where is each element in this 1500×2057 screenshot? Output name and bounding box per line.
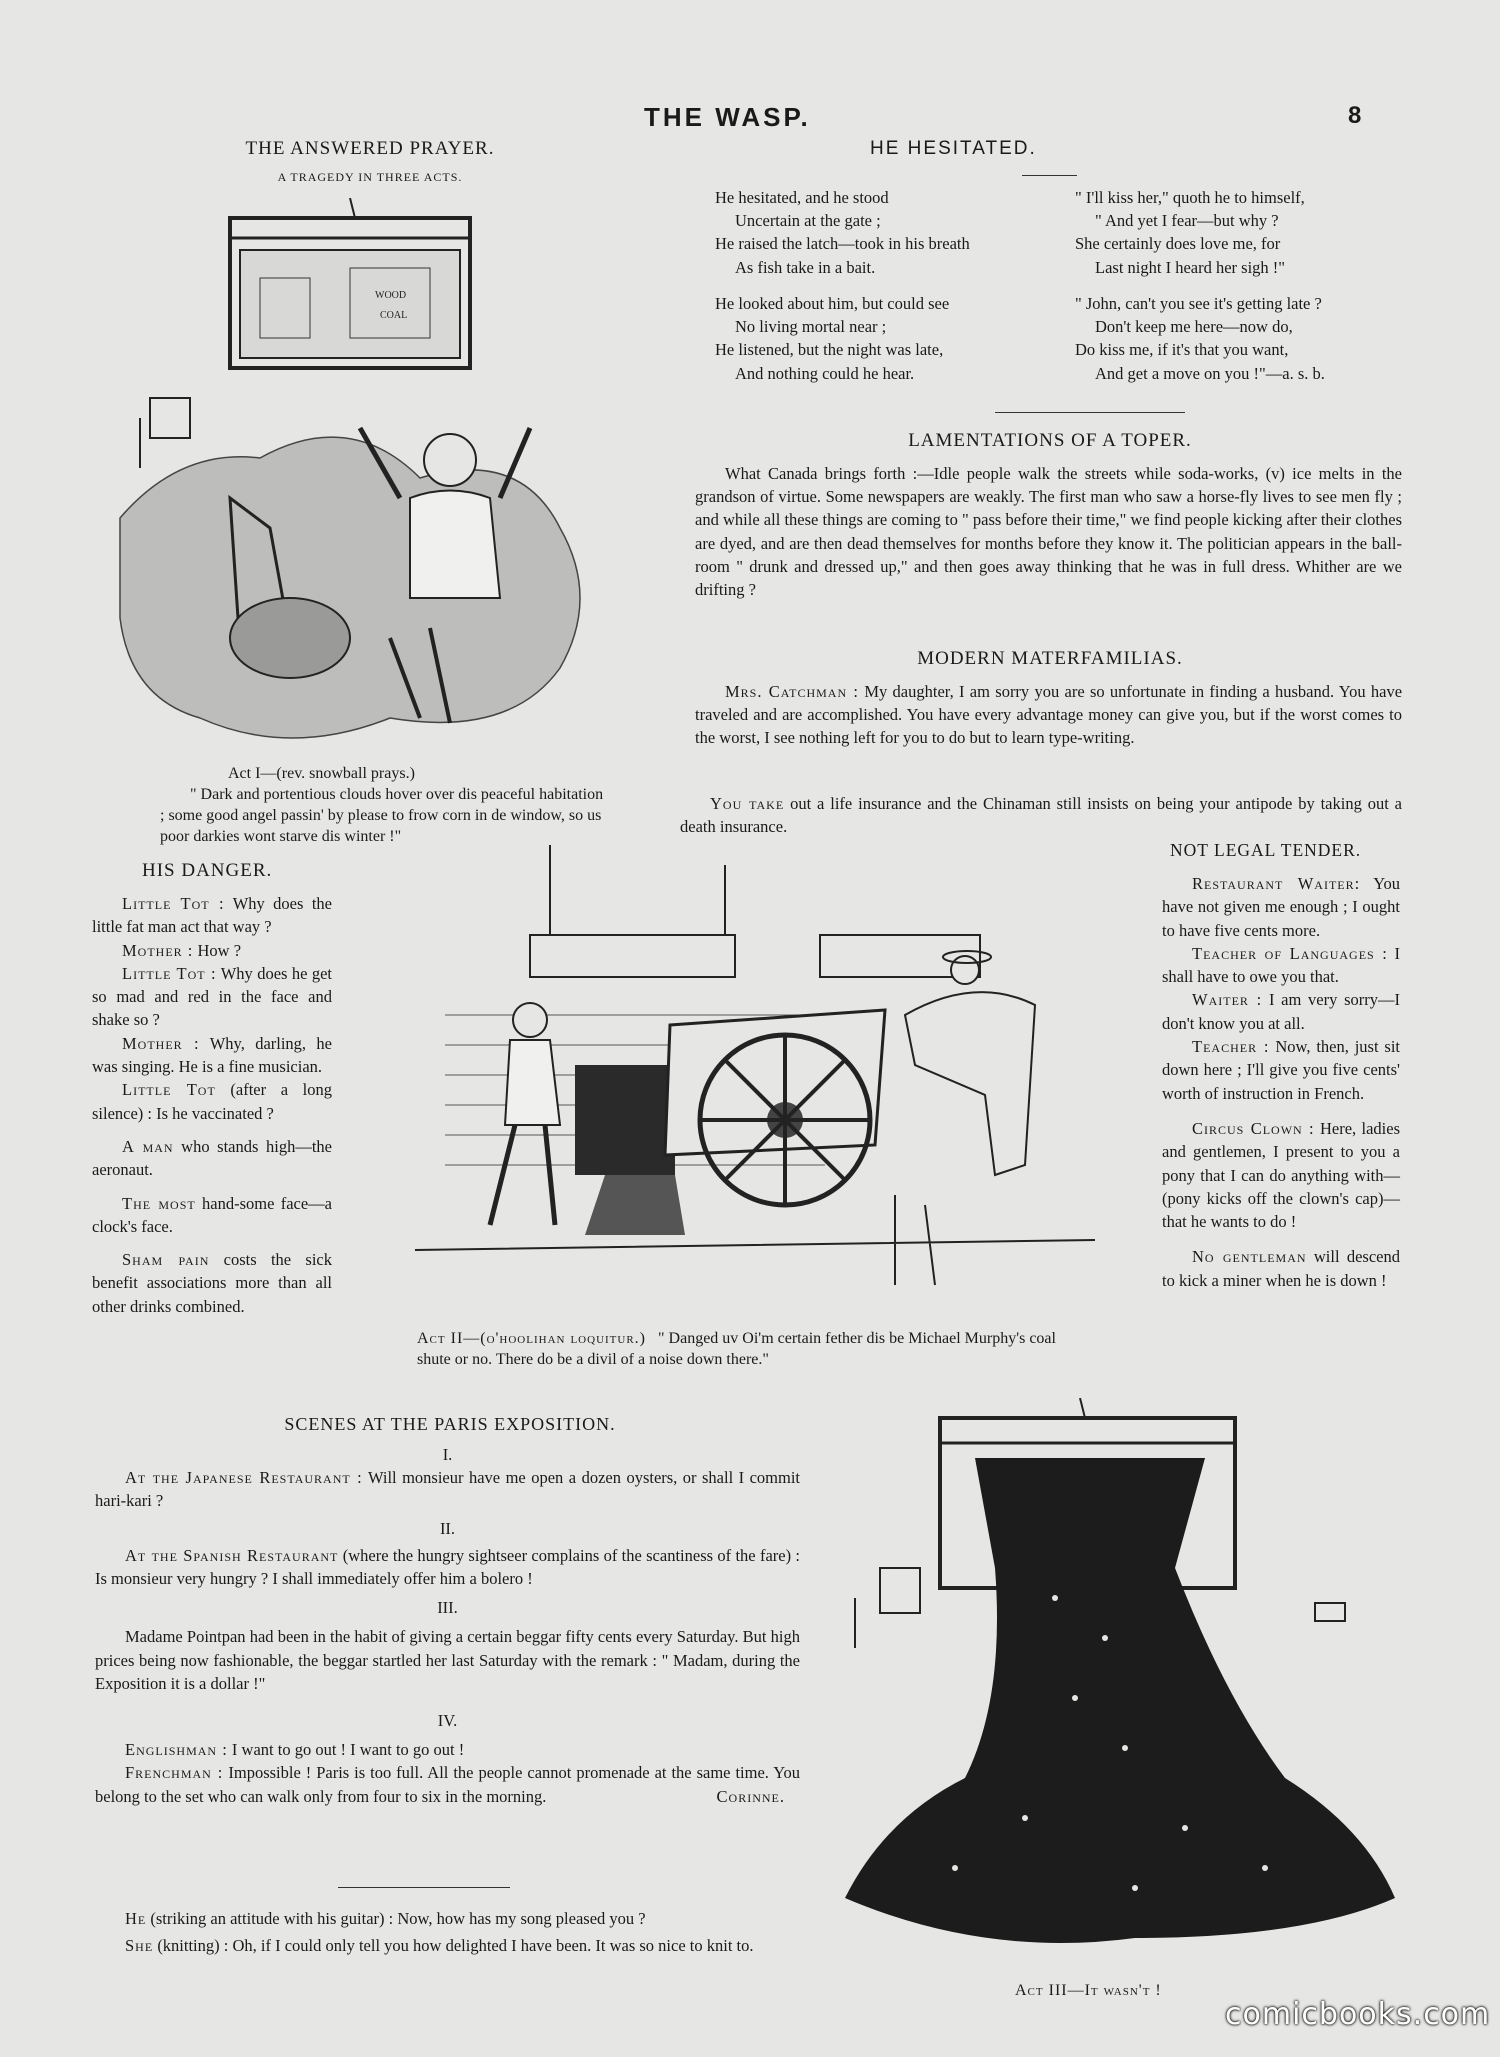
- verse-line: As fish take in a bait.: [735, 257, 876, 277]
- svg-text:COAL: COAL: [380, 310, 408, 321]
- act3-illustration: [805, 1398, 1405, 1978]
- speaker: Circus Clown :: [1192, 1118, 1315, 1138]
- dialogue-text: I want to go out ! I want to go out !: [231, 1740, 465, 1760]
- dialogue-text: Why does the little fat man act that way ?: [92, 894, 332, 937]
- verse-line: He raised the latch—took in his breath: [715, 234, 970, 254]
- joke-text: costs the sick benefit associations more than all other drinks combined.: [92, 1250, 332, 1316]
- speaker: Waiter :: [1192, 990, 1263, 1010]
- speaker: She: [125, 1936, 154, 1956]
- speaker: Englishman :: [125, 1740, 228, 1760]
- act3-caption: [1015, 1980, 1162, 2001]
- lead-word: A man: [122, 1136, 174, 1156]
- title-rule: [1022, 175, 1077, 176]
- dialogue-text: Now, then, just sit down here ; I'll give you five cents' worth of instruction in French.: [1162, 1037, 1400, 1103]
- verse-line: " And yet I fear—but why ?: [1095, 211, 1279, 231]
- act2-illustration: [355, 845, 1125, 1310]
- scene-number: III.: [437, 1598, 458, 1618]
- scene-text: Will monsieur have me open a dozen oysters, or shall I commit hari-kari ?: [95, 1468, 801, 1511]
- lead-word: The most: [122, 1193, 196, 1213]
- lead-word: You take: [710, 794, 785, 813]
- dialogue-text: You have not given me enough ; I ought to have five cents more.: [1162, 874, 1400, 940]
- speaker: Mother :: [122, 940, 194, 960]
- materfamilias-body: [695, 680, 1402, 750]
- act2-label: Act II—(o'hoolihan loquitur.): [417, 1330, 647, 1347]
- act1-illustration: [90, 198, 610, 763]
- speaker: Teacher :: [1192, 1037, 1270, 1057]
- his-danger-dialogue: [92, 892, 332, 1318]
- speaker: He: [125, 1909, 147, 1928]
- speaker: Little Tot :: [122, 894, 225, 913]
- section-rule: [995, 412, 1185, 413]
- his-danger-title: HIS DANGER.: [142, 860, 273, 881]
- lead-word: At the Japanese Restaurant :: [125, 1468, 363, 1488]
- scene-text: (where the hungry sightseer complains of the scantiness of the fare) : Is monsieur very hungry ? I shall immediately offer him a bolero !: [95, 1545, 800, 1589]
- verse-line: And nothing could he hear.: [735, 363, 915, 383]
- lead-word: No gentleman: [1192, 1247, 1307, 1267]
- dialogue-text: Here, ladies and gentlemen, I present to you a pony that I can do anything with—(pony kicks off the clown's cap)—that he wants to do !: [1162, 1118, 1401, 1232]
- act2-quote: " Danged uv Oi'm certain fether dis be Michael Murphy's coal shute or no. There do be a divil of a noise down there.": [417, 1330, 1056, 1368]
- verse-line: He looked about him, but could see: [715, 294, 950, 313]
- guitar-joke: [95, 1907, 800, 1957]
- page-number: 8: [1348, 102, 1365, 129]
- verse-line: Uncertain at the gate ;: [735, 211, 881, 231]
- answered-prayer-subtitle: A TRAGEDY IN THREE ACTS.: [277, 170, 463, 184]
- lead-word: Sham pain: [122, 1250, 210, 1270]
- verse-line: " John, can't you see it's getting late ?: [1075, 294, 1322, 313]
- not-legal-tender-title: NOT LEGAL TENDER.: [1170, 840, 1362, 860]
- speaker: Restaurant Waiter:: [1192, 874, 1361, 893]
- verse-line: Last night I heard her sigh !": [1095, 257, 1286, 277]
- hesitated-left-stanza1: [715, 186, 970, 279]
- act2-caption: [417, 1328, 1087, 1370]
- dialogue-text: (striking an attitude with his guitar) : Now, how has my song pleased you ?: [150, 1909, 646, 1928]
- paris-body: [95, 1443, 800, 1808]
- verse-line: Don't keep me here—now do,: [1095, 317, 1293, 337]
- speaker: Little Tot: [122, 1080, 216, 1100]
- he-hesitated-title: HE HESITATED.: [870, 138, 1037, 159]
- watermark: comicbooks.com: [1225, 1997, 1491, 2032]
- verse-line: She certainly does love me, for: [1075, 234, 1281, 254]
- scene-text: Madame Pointpan had been in the habit of giving a certain beggar fifty cents every Saturday. But high prices being now fashionable, the beggar startled her last Saturday with the remark : " Madam, during the Exposition it is a dollar !": [95, 1627, 800, 1693]
- svg-text:WOOD: WOOD: [375, 290, 407, 301]
- dialogue-text: Why, darling, he was singing. He is a fine musician.: [92, 1033, 332, 1077]
- hesitated-right-stanza2: [1075, 292, 1325, 385]
- verse-line: He listened, but the night was late,: [715, 340, 944, 360]
- masthead-title: THE WASP.: [644, 102, 811, 132]
- verse-line: Do kiss me, if it's that you want,: [1075, 340, 1289, 360]
- dialogue-text: I shall have to owe you that.: [1162, 943, 1400, 987]
- verse-line: He hesitated, and he stood: [715, 188, 889, 207]
- signature: Corinne.: [716, 1786, 785, 1806]
- act1-quote: " Dark and portentious clouds hover over dis peaceful habitation ; some good angel passin' by please to frow corn in de window, so us poor darkies wont starve dis winter !": [160, 786, 604, 845]
- joke-text: will descend to kick a miner when he is down !: [1162, 1247, 1400, 1290]
- scene-number: I.: [442, 1445, 453, 1464]
- speaker: Teacher of Languages :: [1192, 943, 1388, 963]
- speaker: Mother :: [122, 1033, 200, 1053]
- insurance-paragraph: [680, 792, 1402, 838]
- dialogue-text: Impossible ! Paris is too full. All the people cannot promenade at the same time. You belong to the set who can walk only from four to six in the morning.: [95, 1763, 801, 1806]
- dialogue-text: Why does he get so mad and red in the face and shake so ?: [92, 963, 333, 1030]
- hesitated-left-stanza2: [715, 292, 949, 385]
- act1-label: Act I—(rev. snowball prays.): [228, 765, 415, 782]
- speaker: Frenchman :: [125, 1763, 224, 1783]
- dialogue-text: My daughter, I am sorry you are so unfortunate in finding a husband. You have traveled and are accomplished. You have every advantage money can give you, but if the worst comes to the worst, I see nothing left for you to do but to learn type-writing.: [695, 682, 1403, 748]
- toper-body: What Canada brings forth :—Idle people walk the streets while soda-works, (v) ice melts in the grandson of virtue. Some newspapers are weakly. The first man who saw a horse-fly lives to see men fly ; and while all these things are coming to " pass before their time," we find people kicking after their clothes are dyed, and are then dead themselves for months before they know it. The politician appears in the ball-room " drunk and dressed up," and then goes away thinking that he was in full dress. Whither are we drifting ?: [695, 464, 1402, 600]
- dialogue-text: How ?: [197, 940, 242, 960]
- section-rule: [338, 1887, 510, 1888]
- scene-number: II.: [439, 1518, 456, 1538]
- verse-line: And get a move on you !"—a. s. b.: [1095, 363, 1325, 383]
- hesitated-right-stanza1: [1075, 186, 1305, 279]
- speaker: Little Tot :: [122, 963, 217, 983]
- not-legal-tender-body: [1162, 872, 1400, 1292]
- lead-word: At the Spanish Restaurant: [125, 1545, 339, 1565]
- dialogue-text: (after a long silence) : Is he vaccinated ?: [92, 1080, 332, 1123]
- scene-number: IV.: [437, 1711, 458, 1731]
- dialogue-text: I am very sorry—I don't know you at all.: [1162, 990, 1401, 1033]
- speaker: Mrs. Catchman :: [725, 682, 859, 701]
- answered-prayer-title: THE ANSWERED PRAYER.: [245, 138, 495, 159]
- verse-line: No living mortal near ;: [735, 317, 887, 337]
- paragraph-text: out a life insurance and the Chinaman still insists on being your antipode by taking out a death insurance.: [680, 794, 1403, 837]
- verse-line: " I'll kiss her," quoth he to himself,: [1075, 188, 1305, 207]
- dialogue-text: (knitting) : Oh, if I could only tell you how delighted I have been. It was so nice to knit to.: [157, 1936, 754, 1956]
- joke-text: who stands high—the aeronaut.: [92, 1136, 332, 1180]
- paris-title: SCENES AT THE PARIS EXPOSITION.: [284, 1414, 616, 1434]
- materfamilias-title: MODERN MATERFAMILIAS.: [917, 648, 1183, 669]
- act3-label: Act III—It wasn't !: [1015, 1982, 1162, 1999]
- joke-text: hand-some face—a clock's face.: [92, 1193, 332, 1236]
- toper-title: LAMENTATIONS OF A TOPER.: [908, 430, 1192, 451]
